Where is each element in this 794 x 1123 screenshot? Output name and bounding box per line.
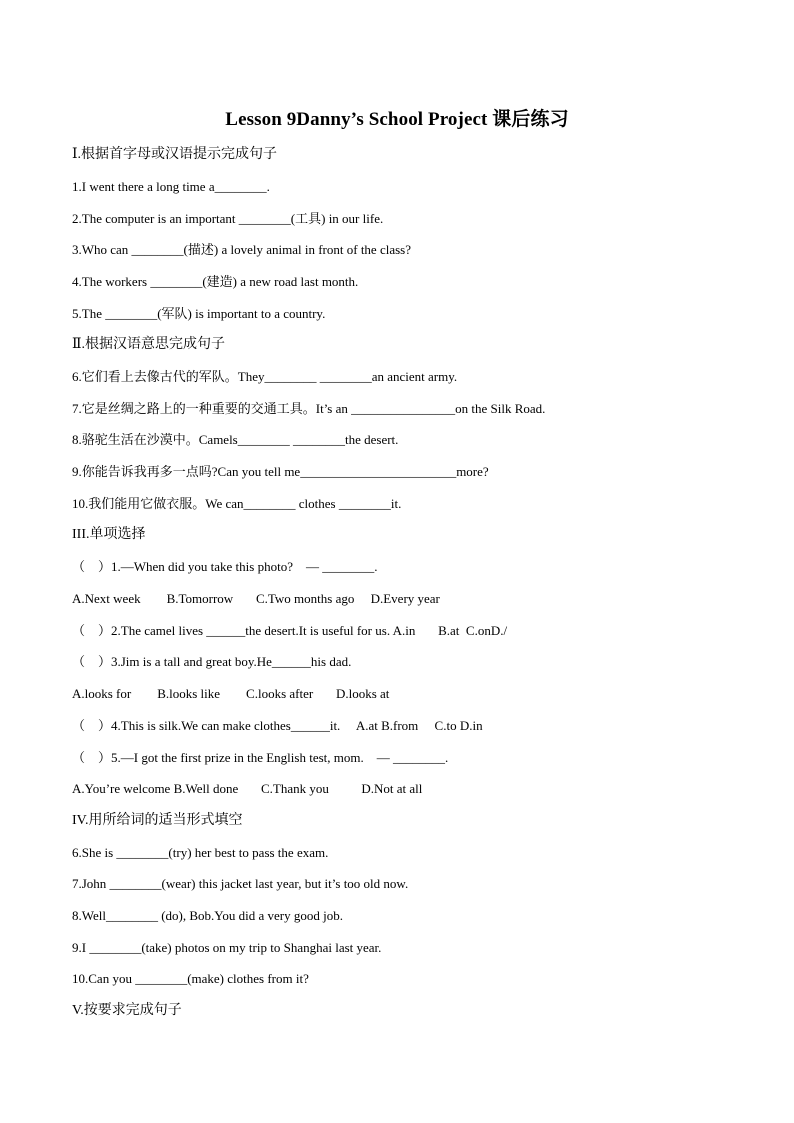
section-heading-2: Ⅱ.根据汉语意思完成句子	[72, 337, 226, 352]
section-heading-3: III.单项选择	[72, 527, 146, 542]
exercise-line: （ ）2.The camel lives ______the desert.It is useful for us. A.in B.at C.onD./	[72, 623, 508, 638]
exercise-line: 7.John ________(wear) this jacket last year, but it’s too old now.	[72, 876, 409, 891]
exercise-line: A.You’re welcome B.Well done C.Thank you D.Not at all	[72, 781, 423, 796]
exercise-line: （ ）5.—I got the first prize in the English test, mom. — ________.	[72, 750, 449, 765]
document-title: Lesson 9Danny’s School Project 课后练习	[225, 109, 569, 130]
section-heading-5: V.按要求完成句子	[72, 1003, 182, 1018]
exercise-line: 10.Can you ________(make) clothes from it?	[72, 971, 309, 986]
exercise-line: 4.The workers ________(建造) a new road last month.	[72, 274, 359, 289]
exercise-line: A.Next week B.Tomorrow C.Two months ago D.Every year	[72, 591, 440, 606]
exercise-line: （ ）4.This is silk.We can make clothes______it. A.at B.from C.to D.in	[72, 718, 483, 733]
exercise-line: （ ）3.Jim is a tall and great boy.He______his dad.	[72, 654, 352, 669]
exercise-line: 1.I went there a long time a________.	[72, 179, 270, 194]
exercise-line: 8.骆驼生活在沙漠中。Camels________ ________the desert.	[72, 432, 399, 447]
exercise-line: 3.Who can ________(描述) a lovely animal in front of the class?	[72, 242, 411, 257]
exercise-line: 10.我们能用它做衣服。We can________ clothes ________it.	[72, 496, 402, 511]
exercise-line: A.looks for B.looks like C.looks after D.looks at	[72, 686, 390, 701]
exercise-line: 6.它们看上去像古代的军队。They________ ________an ancient army.	[72, 369, 458, 384]
exercise-line: 5.The ________(军队) is important to a country.	[72, 306, 326, 321]
exercise-line: 7.它是丝绸之路上的一种重要的交通工具。It’s an ________________on the Silk Road.	[72, 401, 546, 416]
exercise-line: 2.The computer is an important ________(工具) in our life.	[72, 211, 384, 226]
exercise-line: 6.She is ________(try) her best to pass the exam.	[72, 845, 329, 860]
section-heading-1: Ⅰ.根据首字母或汉语提示完成句子	[72, 147, 278, 162]
exercise-line: 9.你能告诉我再多一点吗?Can you tell me________________________more?	[72, 464, 489, 479]
section-heading-4: IV.用所给词的适当形式填空	[72, 813, 243, 828]
exercise-line: （ ）1.—When did you take this photo? — ________.	[72, 559, 378, 574]
exercise-line: 8.Well________ (do), Bob.You did a very good job.	[72, 908, 343, 923]
exercise-line: 9.I ________(take) photos on my trip to Shanghai last year.	[72, 940, 382, 955]
